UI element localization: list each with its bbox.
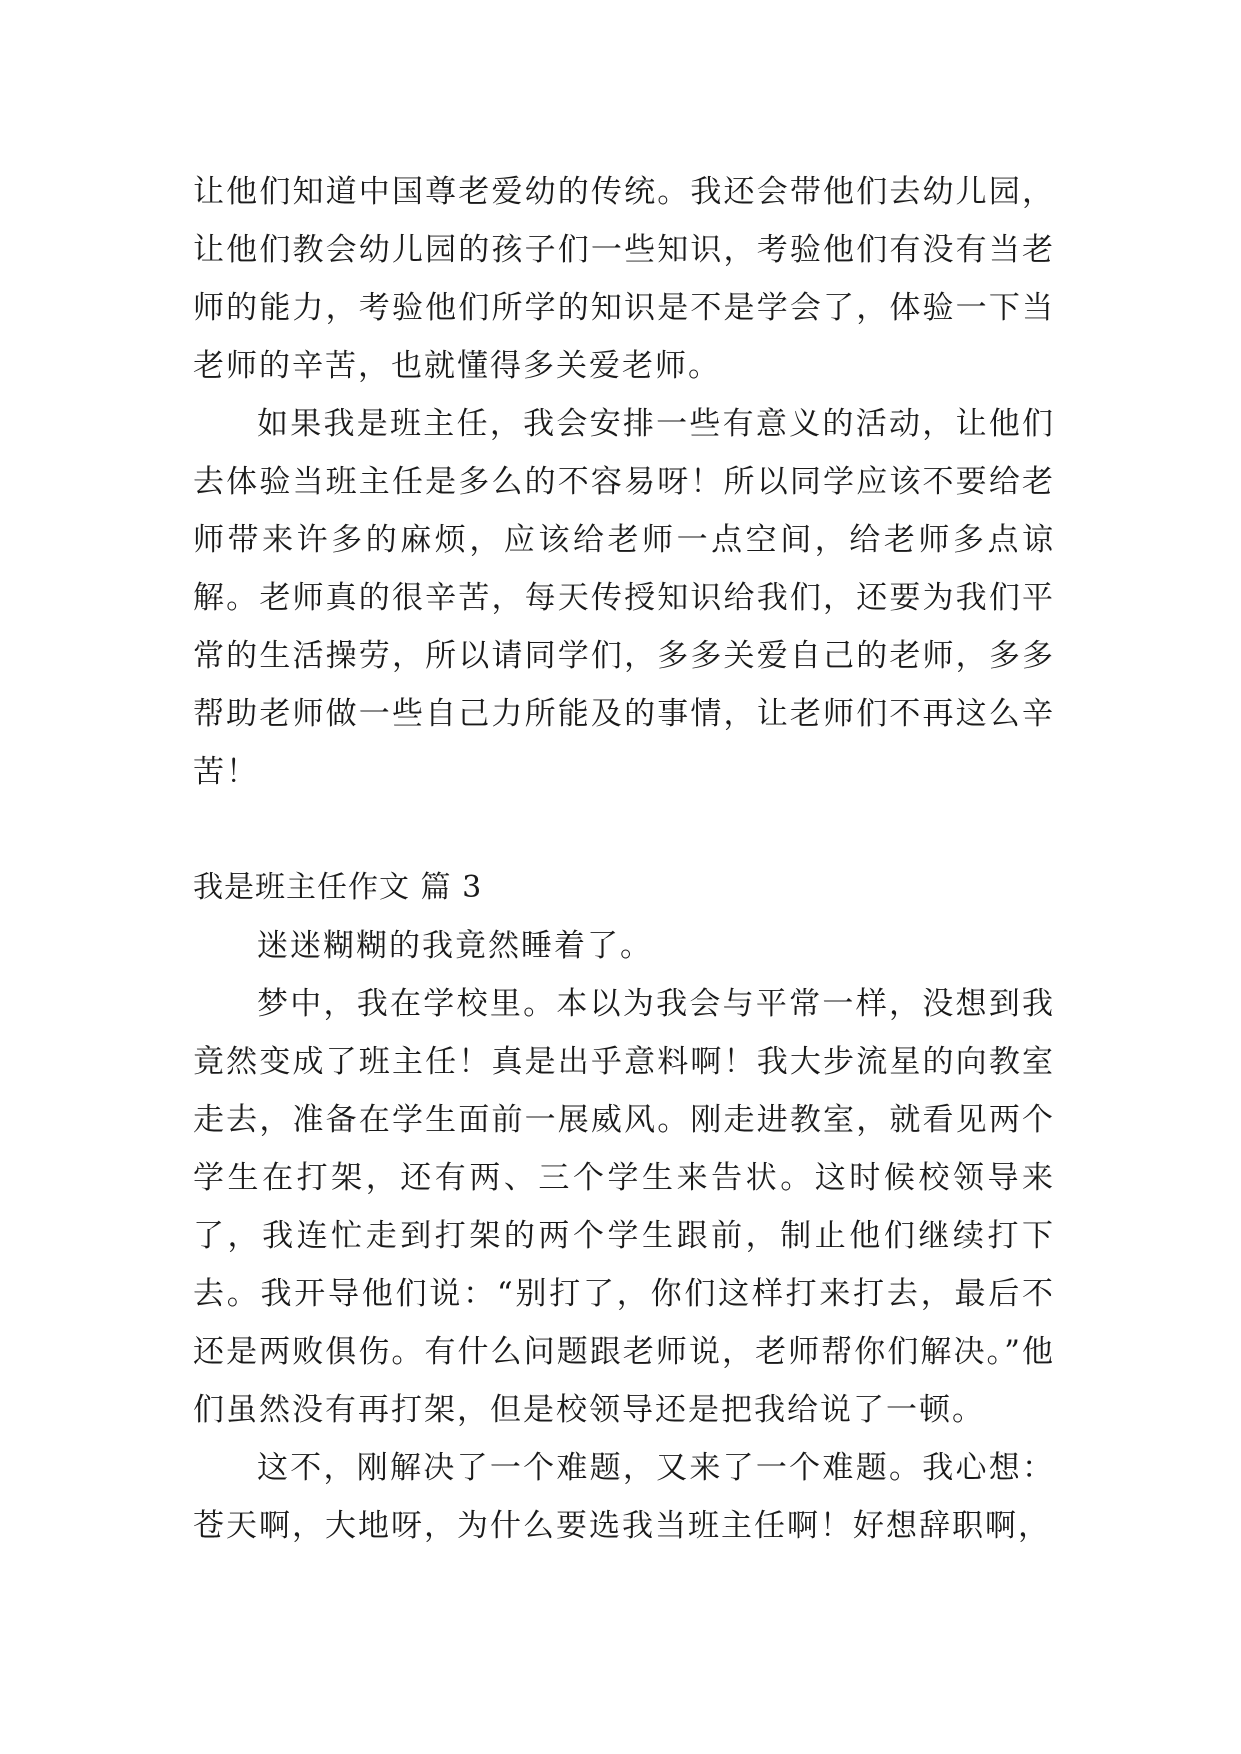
paragraph: 如果我是班主任，我会安排一些有意义的活动，让他们去体验当班主任是多么的不容易呀！所以同学应该不要给老师带来许多的麻烦，应该给老师一点空间，给老师多点谅解。老师真的很辛苦，每天传授知识给我们，还要为我们平常的生活操劳，所以请同学们，多多关爱自己的老师，多多帮助老师做一些自己力所能及的事情，让老师们不再这么辛苦！ xyxy=(193,406,1055,790)
paragraph: 迷迷糊糊的我竟然睡着了。 xyxy=(257,928,653,964)
paragraph: 梦中，我在学校里。本以为我会与平常一样，没想到我竟然变成了班主任！真是出乎意料啊！我大步流星的向教室走去，准备在学生面前一展威风。刚走进教室，就看见两个学生在打架，还有两、三个学生来告状。这时候校领导来了，我连忙走到打架的两个学生跟前，制止他们继续打下去。我开导他们说：“别打了，你们这样打来打去，最后不还是两败俱伤。有什么问题跟老师说，老师帮你们解决。”他们虽然没有再打架，但是校领导还是把我给说了一顿。 xyxy=(193,986,1055,1428)
paragraph: 这不，刚解决了一个难题，又来了一个难题。我心想：苍天啊，大地呀，为什么要选我当班主任啊！好想辞职啊， xyxy=(193,1450,1055,1544)
section-spacer xyxy=(193,801,1055,859)
document-body xyxy=(193,163,1055,1555)
section-heading: 我是班主任作文 篇 3 xyxy=(193,870,483,905)
paragraph: 让他们知道中国尊老爱幼的传统。我还会带他们去幼儿园，让他们教会幼儿园的孩子们一些知识，考验他们有没有当老师的能力，考验他们所学的知识是不是学会了，体验一下当老师的辛苦，也就懂得多关爱老师。 xyxy=(193,174,1055,384)
